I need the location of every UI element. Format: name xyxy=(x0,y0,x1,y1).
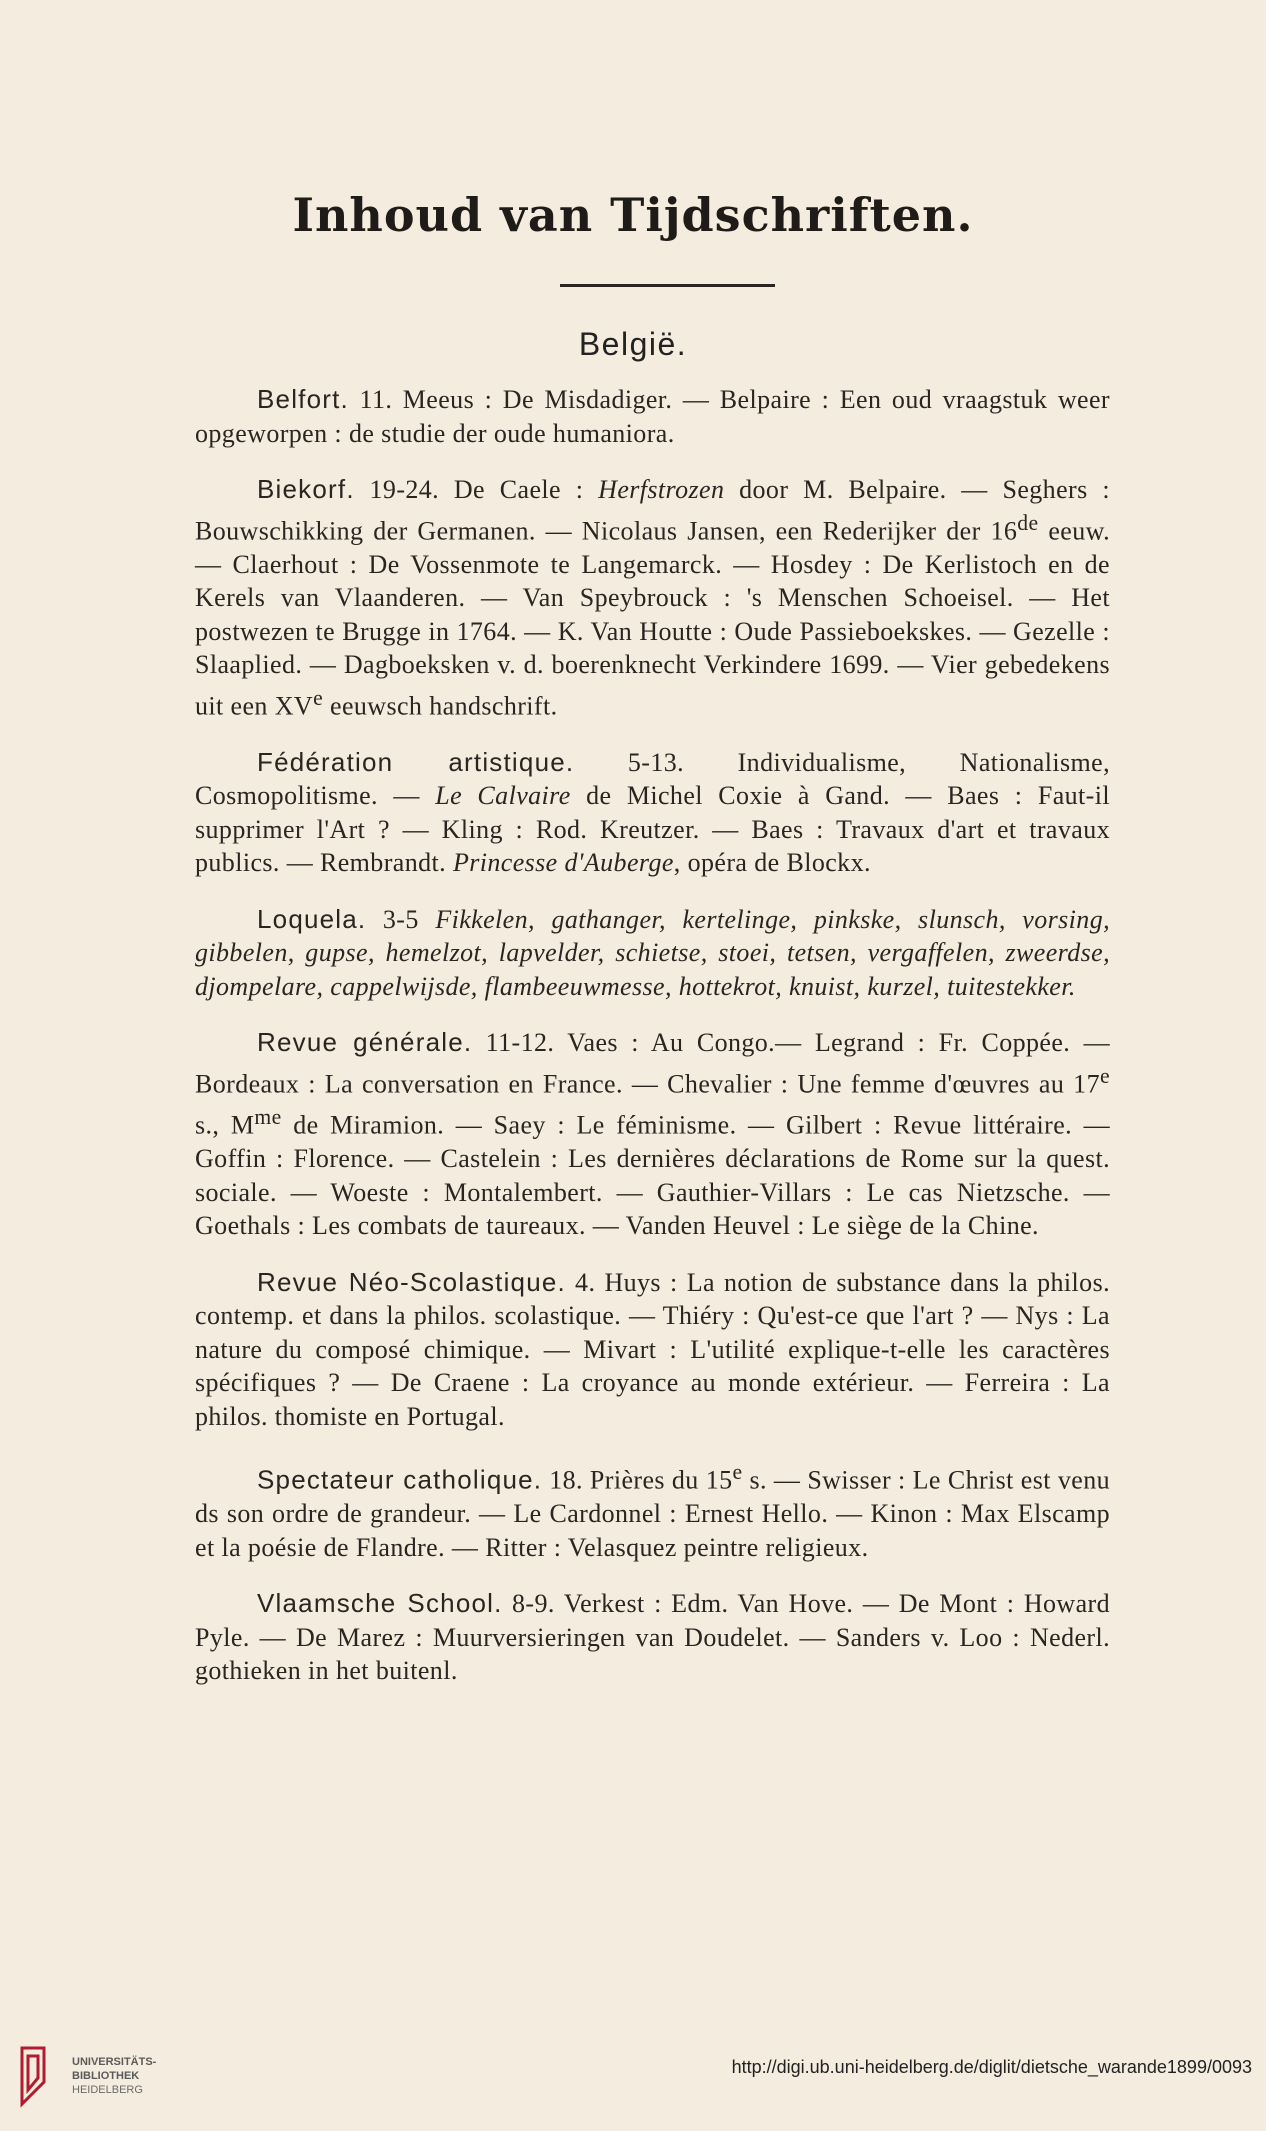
entry-italic-title: Le Calvaire xyxy=(435,781,571,811)
entry-text: eeuw. — Claerhout : De Vossenmote te Langemarck. — Hosdey : De Kerlistoch en de Kerels van Vlaanderen. — Van Speybrouck : 's Menschen Schoeisel. — Het postwezen te Brugge in 1764. — K. Van Houtte : Oude Passieboekskes. — Gezelle : Slaaplied. — Dagboeksken v. d. boerenknecht Verkindere 1699. — Vier gebedekens uit een XV xyxy=(195,516,1110,721)
entry-revue-neo-scolastique xyxy=(195,1266,1110,1434)
entry-text: , opéra de Blockx. xyxy=(673,848,871,878)
issue-number: 5-13. xyxy=(574,747,738,777)
superscript: e xyxy=(1099,1063,1110,1088)
entry-italic-words: Fikkelen, gathanger, kertelinge, pinkske, slunsch, vorsing, gibbelen, gupse, hemelzot, lapvelder, schietse, stoei, tetsen, vergaffelen, zweerdse, djompelare, cappelwijsde, flambeeuwmesse, hottekrot, knuist, kurzel, tuitestekker. xyxy=(195,904,1110,1001)
issue-number: 19-24. xyxy=(354,475,454,504)
entry-text: door M. Belpaire. — Seghers : Bouwschikking der Germanen. — Nicolaus Jansen, een Rederijker der 16 xyxy=(195,475,1111,546)
entry-biekorf xyxy=(195,473,1110,723)
superscript: me xyxy=(254,1104,282,1129)
journal-name: Revue Néo-Scolastique. xyxy=(257,1266,566,1297)
entry-italic-title: Princesse d'Auberge xyxy=(452,848,674,878)
superscript: e xyxy=(732,1460,743,1485)
entry-text: s. — Swisser : Le Christ est venu ds son ordre de grandeur. — Le Cardonnel : Ernest Hello. — Kinon : Max Elscamp et la poésie de Flandre. — Ritter : Velasquez peintre religieux. xyxy=(195,1465,1111,1562)
issue-number: 8-9. xyxy=(502,1589,564,1619)
source-url-link[interactable]: http://digi.ub.uni-heidelberg.de/diglit/dietsche_warande1899/0093 xyxy=(731,2057,1252,2077)
journal-name: Spectateur catholique. xyxy=(257,1464,543,1495)
issue-number: 3-5 xyxy=(366,904,436,934)
entry-text: eeuwsch handschrift. xyxy=(323,691,558,721)
journal-name: Belfort. xyxy=(257,384,349,414)
library-name-line-2: BIBLIOTHEK xyxy=(72,2070,140,2082)
issue-number: 4. xyxy=(565,1267,605,1297)
journal-name: Loquela. xyxy=(257,903,367,934)
logo-strokes xyxy=(22,2048,44,2104)
entry-text: Huys : La notion de substance dans la philos. contemp. et dans la philos. scolastique. — Thiéry : Qu'est-ce que l'art ? — Nys : La nature du composé chimique. — Mivart : L'utilité explique-t-elle les caractères spécifiques ? — De Craene : La croyance au monde extérieur. — Ferreira : La philos. thomiste en Portugal. xyxy=(195,1267,1110,1431)
library-name-line-1: UNIVERSITÄTS- xyxy=(72,2056,157,2068)
logo-inner-path xyxy=(28,2056,38,2090)
entry-italic-title: Herfstrozen xyxy=(598,475,725,504)
issue-number: 11-12. xyxy=(472,1028,568,1058)
superscript: e xyxy=(313,685,324,710)
entry-text: s., M xyxy=(195,1110,255,1140)
section-heading: België. xyxy=(578,326,688,362)
contents-body xyxy=(195,383,1110,1711)
library-logo[interactable] xyxy=(14,2042,156,2110)
library-name-line-3: HEIDELBERG xyxy=(72,2084,143,2096)
entry-text: Individualisme, Nationalisme, Cosmopolitisme. — xyxy=(195,747,1110,811)
issue-number: 18. xyxy=(542,1465,590,1495)
entry-text: de Miramion. — Saey : Le féminisme. — Gilbert : Revue littéraire. — Goffin : Florence. — Castelein : Les dernières déclarations de Rome sur la quest. sociale. — Woeste : Montalembert. — Gauthier-Villars : Le cas Nietzsche. — Goethals : Les combats de taureaux. — Vanden Heuvel : Le siège de la Chine. xyxy=(195,1110,1110,1241)
journal-name: Vlaamsche School. xyxy=(257,1588,503,1619)
superscript: de xyxy=(1017,510,1039,535)
entry-federation-artistique xyxy=(195,746,1110,880)
library-logo-icon xyxy=(14,2042,60,2110)
journal-name: Revue générale. xyxy=(257,1027,473,1058)
library-name xyxy=(72,2055,156,2097)
entry-text: Vaes : Au Congo.— Legrand : Fr. Coppée. — Bordeaux : La conversation en France. — Chevalier : Une femme d'œuvres au 17 xyxy=(195,1028,1110,1099)
entry-revue-generale xyxy=(195,1026,1110,1242)
title-divider xyxy=(560,284,775,287)
journal-name: Fédération artistique. xyxy=(257,746,575,777)
entry-spectateur-catholique xyxy=(195,1456,1110,1564)
issue-number: 11. xyxy=(348,385,403,414)
entry-loquela xyxy=(195,903,1110,1004)
entry-text: Verkest : Edm. Van Hove. — De Mont : Howard Pyle. — De Marez : Muurversieringen van Doudelet. — Sanders v. Loo : Nederl. gothieken in het buitenl. xyxy=(195,1589,1110,1686)
entry-belfort xyxy=(195,383,1110,450)
entry-text: Prières du 15 xyxy=(589,1465,733,1495)
page-title: Inhoud van Tijdschriften. xyxy=(292,188,974,242)
journal-name: Biekorf. xyxy=(257,474,355,504)
entry-vlaamsche-school xyxy=(195,1587,1110,1688)
entry-text: Meeus : De Misdadiger. — Belpaire : Een oud vraagstuk weer opgeworpen : de studie der oude humaniora. xyxy=(195,385,1110,448)
entry-text: de Michel Coxie à Gand. — Baes : Faut-il supprimer l'Art ? — Kling : Rod. Kreutzer. — Baes : Travaux d'art et travaux publics. — Rembrandt. xyxy=(195,781,1110,878)
entry-text: De Caele : xyxy=(453,475,599,504)
